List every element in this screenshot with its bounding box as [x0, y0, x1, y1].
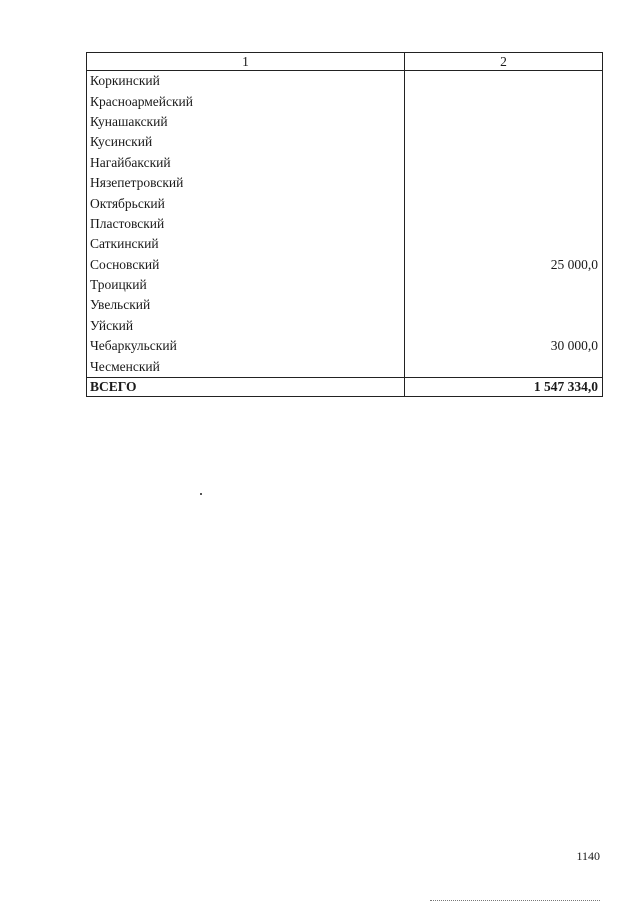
table-row [87, 336, 603, 356]
table-row [87, 173, 603, 193]
table-row [87, 316, 603, 336]
column-header-1: 1 [87, 53, 405, 71]
district-value [405, 91, 603, 111]
table-row [87, 255, 603, 275]
district-value [405, 275, 603, 295]
table-header-row [87, 53, 603, 71]
district-name: Уйский [87, 316, 405, 336]
district-name: Кунашакский [87, 112, 405, 132]
district-name: Увельский [87, 295, 405, 315]
district-name: Октябрьский [87, 193, 405, 213]
table-row [87, 193, 603, 213]
district-value [405, 234, 603, 254]
page-number: 1140 [576, 849, 600, 863]
district-name: Пластовский [87, 214, 405, 234]
district-value: 30 000,0 [405, 336, 603, 356]
district-name: Саткинский [87, 234, 405, 254]
district-name: Кусинский [87, 132, 405, 152]
total-label: ВСЕГО [87, 377, 405, 396]
district-name: Чесменский [87, 356, 405, 377]
district-value [405, 295, 603, 315]
district-value [405, 132, 603, 152]
district-value [405, 112, 603, 132]
district-name: Нязепетровский [87, 173, 405, 193]
district-name: Сосновский [87, 255, 405, 275]
table-row [87, 234, 603, 254]
district-value [405, 173, 603, 193]
district-name: Красноармейский [87, 91, 405, 111]
table-row [87, 91, 603, 111]
total-value: 1 547 334,0 [405, 377, 603, 396]
scan-artifact-line [430, 900, 600, 902]
table-row [87, 153, 603, 173]
district-value [405, 316, 603, 336]
table-row [87, 356, 603, 377]
total-row [87, 377, 603, 396]
table-row [87, 214, 603, 234]
district-value [405, 153, 603, 173]
table-row [87, 295, 603, 315]
table-body [87, 71, 603, 378]
table-row [87, 275, 603, 295]
district-name: Коркинский [87, 71, 405, 92]
district-value [405, 193, 603, 213]
district-value [405, 214, 603, 234]
district-value: 25 000,0 [405, 255, 603, 275]
budget-table [86, 52, 603, 397]
table-row [87, 71, 603, 92]
district-name: Нагайбакский [87, 153, 405, 173]
scan-artifact-dot [200, 493, 202, 495]
district-value [405, 356, 603, 377]
table-row [87, 112, 603, 132]
column-header-2: 2 [405, 53, 603, 71]
district-value [405, 71, 603, 92]
table-row [87, 132, 603, 152]
district-name: Троицкий [87, 275, 405, 295]
district-name: Чебаркульский [87, 336, 405, 356]
